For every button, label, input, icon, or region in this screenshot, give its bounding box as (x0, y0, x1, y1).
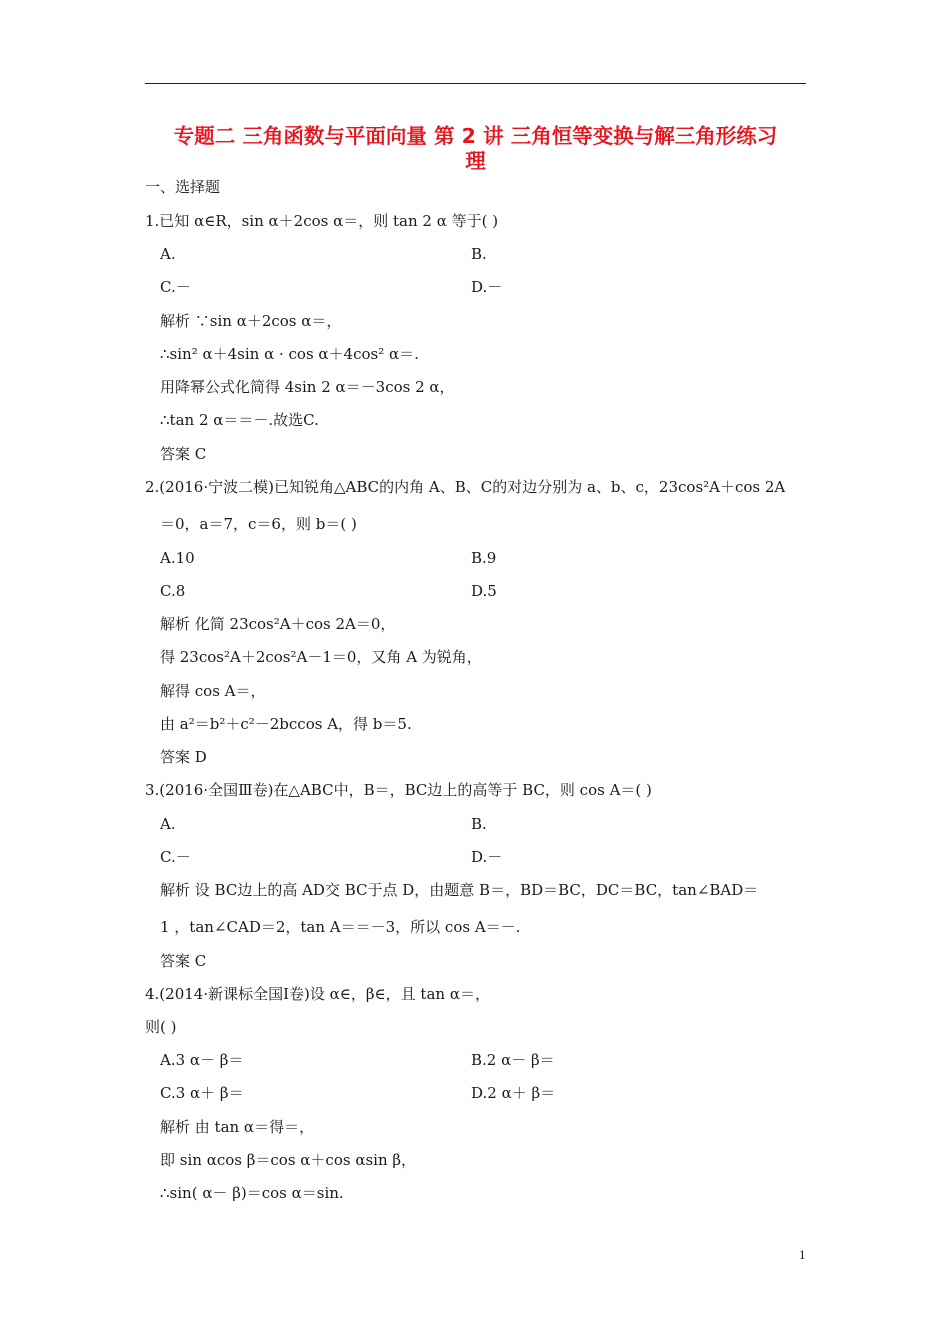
line-q1-s4: ∴tan 2 α＝＝－.故选C. (160, 411, 319, 429)
line-q2-a: A.10 (160, 549, 195, 567)
line-q4-s1: 解析 由 tan α＝得＝， (160, 1118, 315, 1136)
line-q2-ans: 答案 D (160, 748, 207, 766)
line-q3-s2: 1 ，tan∠CAD＝2，tan A＝＝－3，所以 cos A＝－. (160, 918, 521, 936)
title-line-2: 理 (465, 149, 486, 173)
line-q2-s1: 解析 化简 23cos²A＋cos 2A＝0， (160, 615, 396, 633)
line-q1-d: D.－ (471, 278, 503, 296)
page-number: 1 (799, 1247, 806, 1262)
page-title (145, 124, 806, 174)
line-q4-d: D.2 α＋ β＝ (471, 1084, 556, 1102)
line-q2-s4: 由 a²＝b²＋c²－2bccos A，得 b＝5. (160, 715, 412, 733)
line-q1-b: B. (471, 245, 487, 263)
line-q3-c: C.－ (160, 848, 191, 866)
line-q2-b: B.9 (471, 549, 497, 567)
line-q4-cont: 则( ) (145, 1018, 177, 1036)
line-q3-a: A. (160, 815, 176, 833)
line-q4-c: C.3 α＋ β＝ (160, 1084, 244, 1102)
line-q2-d: D.5 (471, 582, 497, 600)
line-q4-b: B.2 α－ β＝ (471, 1051, 555, 1069)
line-q4-s3: ∴sin( α－ β)＝cos α＝sin. (160, 1184, 344, 1202)
section-heading: 一、选择题 (145, 178, 221, 196)
line-q4-s2: 即 sin αcos β＝cos α＋cos αsin β， (160, 1151, 417, 1169)
line-q1-ans: 答案 C (160, 445, 207, 463)
line-q2-cont: ＝0，a＝7，c＝6，则 b＝( ) (160, 515, 357, 533)
title-line-1: 专题二 三角函数与平面向量 第 2 讲 三角恒等变换与解三角形练习 (173, 124, 778, 148)
line-q1-a: A. (160, 245, 176, 263)
line-q1-s3: 用降幂公式化简得 4sin 2 α＝－3cos 2 α， (160, 378, 455, 396)
line-q2: 2.(2016·宁波二模)已知锐角△ABC的内角 A、B、C的对边分别为 a、b、c，23cos²A＋cos 2A (145, 478, 786, 496)
line-q3: 3.(2016·全国Ⅲ卷)在△ABC中，B＝，BC边上的高等于 BC，则 cos A＝( ) (145, 781, 652, 799)
line-q4-a: A.3 α－ β＝ (160, 1051, 244, 1069)
line-q3-b: B. (471, 815, 487, 833)
line-q1: 1.已知 α∈R，sin α＋2cos α＝，则 tan 2 α 等于( ) (145, 212, 499, 230)
line-q2-s3: 解得 cos A＝， (160, 682, 266, 700)
line-q2-s2: 得 23cos²A＋2cos²A－1＝0，又角 A 为锐角， (160, 648, 482, 666)
line-q3-ans: 答案 C (160, 952, 207, 970)
line-q1-c: C.－ (160, 278, 191, 296)
line-q1-s2: ∴sin² α＋4sin α · cos α＋4cos² α＝. (160, 345, 419, 363)
line-q4: 4.(2014·新课标全国Ⅰ卷)设 α∈，β∈，且 tan α＝， (145, 985, 490, 1003)
line-q3-s1: 解析 设 BC边上的高 AD交 BC于点 D，由题意 B＝，BD＝BC，DC＝BC，tan∠BAD＝ (160, 881, 759, 899)
line-q3-d: D.－ (471, 848, 503, 866)
line-q1-s1: 解析 ∵sin α＋2cos α＝， (160, 312, 342, 330)
line-q2-c: C.8 (160, 582, 186, 600)
header-rule (145, 83, 806, 84)
